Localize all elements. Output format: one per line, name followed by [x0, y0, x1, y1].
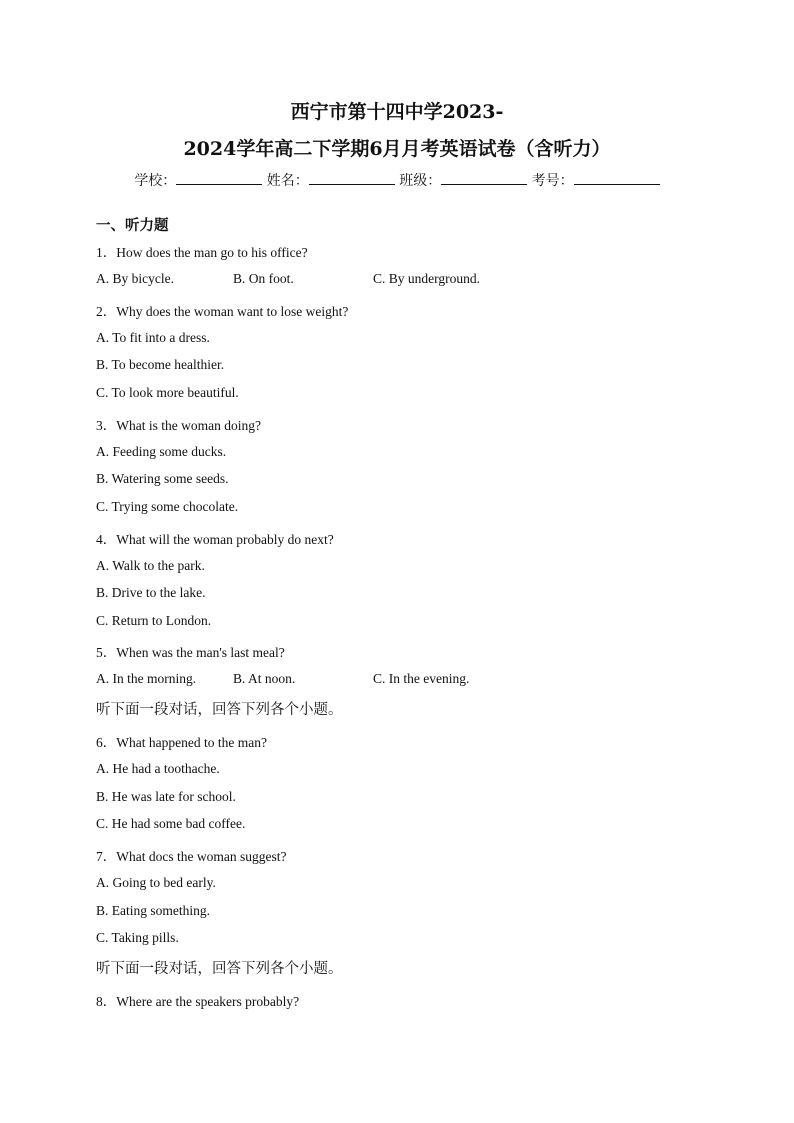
option-c[interactable]: C. In the evening. — [373, 671, 470, 686]
option-b[interactable]: B. On foot. — [233, 271, 294, 286]
question-3-stem: 3．What is the woman doing? — [96, 418, 261, 433]
question-5-stem: 5．When was the man's last meal? — [96, 645, 285, 660]
option-c[interactable]: C. By underground. — [373, 271, 480, 286]
question-2-option-c[interactable]: C. To look more beautiful. — [96, 385, 239, 400]
document-title-line2: 2024学年高二下学期6月月考英语试卷（含听力） — [183, 138, 611, 160]
class-label: 班级： — [399, 173, 442, 189]
option-a[interactable]: A. In the morning. — [96, 671, 197, 686]
name-blank[interactable] — [309, 172, 395, 185]
question-1-options — [96, 271, 696, 289]
option-b[interactable]: B. At noon. — [233, 671, 296, 686]
exam-no-label: 考号： — [531, 173, 574, 189]
option-a[interactable]: A. By bicycle. — [96, 271, 174, 286]
question-5-options — [96, 671, 696, 689]
question-2-option-b[interactable]: B. To become healthier. — [96, 357, 225, 372]
question-1-stem: 1．How does the man go to his office? — [96, 245, 308, 260]
document-title-line1: 西宁市第十四中学2023- — [290, 101, 504, 123]
class-blank[interactable] — [441, 172, 527, 185]
instruction-text: 听下面一段对话，回答下列各个小题。 — [96, 702, 343, 718]
school-blank[interactable] — [176, 172, 262, 185]
question-7-stem: 7．What docs the woman suggest? — [96, 849, 287, 864]
question-4-option-a[interactable]: A. Walk to the park. — [96, 558, 205, 573]
question-4-option-c[interactable]: C. Return to London. — [96, 613, 212, 628]
question-2-stem: 2．Why does the woman want to lose weight? — [96, 304, 349, 319]
question-7-option-a[interactable]: A. Going to bed early. — [96, 875, 216, 890]
exam-no-blank[interactable] — [574, 172, 660, 185]
question-3-option-a[interactable]: A. Feeding some ducks. — [96, 444, 227, 459]
question-4-option-b[interactable]: B. Drive to the lake. — [96, 585, 206, 600]
question-8-stem: 8．Where are the speakers probably? — [96, 994, 300, 1009]
question-6-option-a[interactable]: A. He had a toothache. — [96, 761, 220, 776]
question-6-option-b[interactable]: B. He was late for school. — [96, 789, 236, 804]
question-2-option-a[interactable]: A. To fit into a dress. — [96, 330, 210, 345]
question-7-option-b[interactable]: B. Eating something. — [96, 903, 210, 918]
instruction-text: 听下面一段对话，回答下列各个小题。 — [96, 961, 343, 977]
name-label: 姓名： — [266, 173, 309, 189]
question-4-stem: 4．What will the woman probably do next? — [96, 532, 334, 547]
question-7-option-c[interactable]: C. Taking pills. — [96, 930, 179, 945]
question-6-option-c[interactable]: C. He had some bad coffee. — [96, 816, 246, 831]
section-heading-listening: 一、听力题 — [96, 218, 169, 234]
question-3-option-c[interactable]: C. Trying some chocolate. — [96, 499, 239, 514]
student-info-row — [0, 170, 794, 190]
question-6-stem: 6．What happened to the man? — [96, 735, 267, 750]
school-label: 学校： — [134, 173, 177, 189]
question-3-option-b[interactable]: B. Watering some seeds. — [96, 471, 229, 486]
